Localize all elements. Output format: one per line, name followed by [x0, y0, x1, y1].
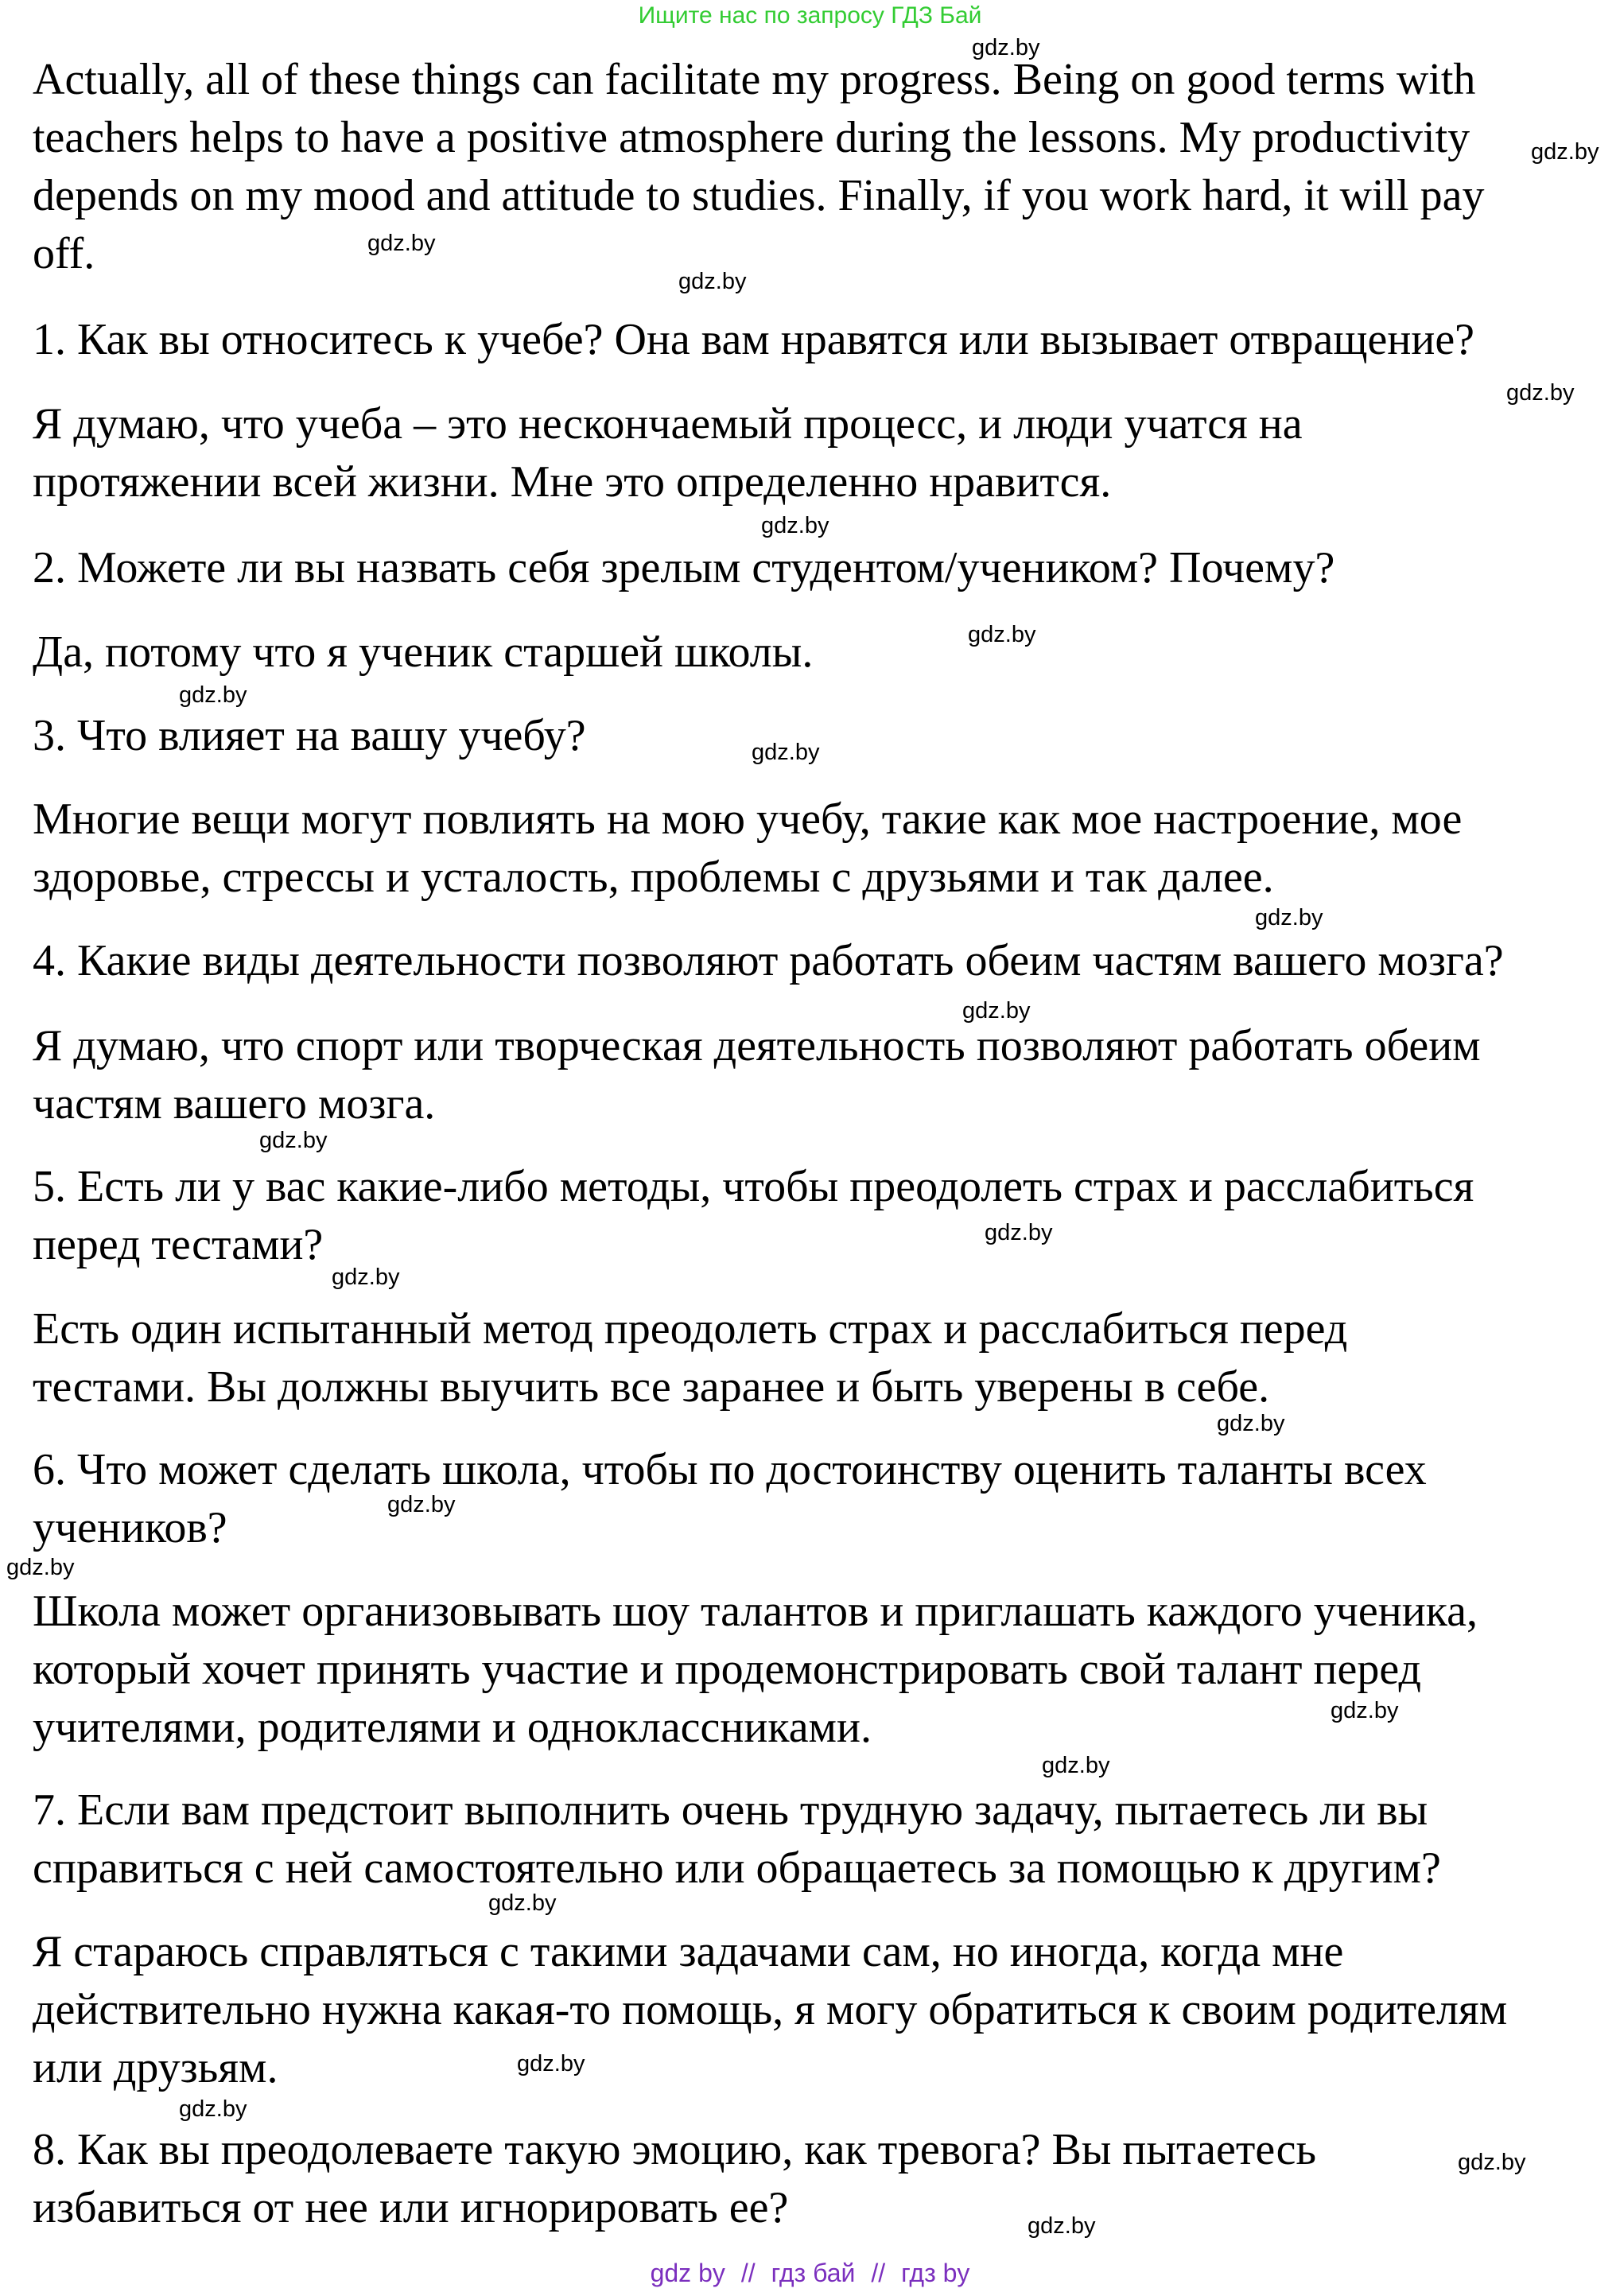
answer-line: Многие вещи могут повлиять на мою учебу, такие как мое настроение, мое: [33, 794, 1463, 844]
watermark: gdz.by: [488, 1890, 557, 1916]
answer-line: Я думаю, что учеба – это нескончаемый процесс, и люди учатся на: [33, 399, 1303, 449]
watermark: gdz.by: [1042, 1753, 1110, 1778]
watermark: gdz.by: [962, 998, 1031, 1024]
watermark: gdz.by: [1458, 2150, 1526, 2175]
watermark: gdz.by: [332, 1265, 400, 1290]
intro-line: Actually, all of these things can facilitate my progress. Being on good terms with: [33, 55, 1476, 104]
answer-1: [33, 395, 1591, 511]
footer-separator: //: [871, 2259, 886, 2287]
watermark: gdz.by: [678, 269, 747, 294]
question-line: 5. Есть ли у вас какие-либо методы, чтобы преодолеть страх и расслабиться: [33, 1162, 1474, 1211]
question-8: [33, 2121, 1591, 2237]
answer-line: Я стараюсь справляться с такими задачами сам, но иногда, когда мне: [33, 1927, 1344, 1976]
answer-line: Да, потому что я ученик старшей школы.: [33, 627, 814, 677]
question-1: [33, 311, 1591, 369]
watermark: gdz.by: [761, 513, 829, 538]
watermark: gdz.by: [968, 622, 1036, 647]
footer-link[interactable]: гдз by: [901, 2259, 970, 2287]
question-line: учеников?: [33, 1503, 227, 1552]
watermark: gdz.by: [517, 2051, 585, 2077]
answer-4: [33, 1017, 1591, 1133]
answer-line: здоровье, стрессы и усталость, проблемы с друзьями и так далее.: [33, 853, 1274, 902]
question-5: [33, 1158, 1591, 1274]
watermark: gdz.by: [985, 1220, 1053, 1245]
intro-line: teachers helps to have a positive atmosphere during the lessons. My productivity: [33, 113, 1470, 162]
answer-line: или друзьям.: [33, 2043, 278, 2092]
question-line: 2. Можете ли вы назвать себя зрелым студентом/учеником? Почему?: [33, 543, 1335, 592]
answer-7: [33, 1923, 1591, 2097]
watermark: gdz.by: [259, 1128, 328, 1153]
answer-2: [33, 624, 1591, 682]
question-4: [33, 932, 1591, 990]
question-line: 8. Как вы преодолеваете такую эмоцию, как тревога? Вы пытаетесь: [33, 2125, 1316, 2174]
watermark: gdz.by: [387, 1492, 456, 1517]
intro-paragraph: [33, 51, 1591, 283]
watermark: gdz.by: [752, 740, 820, 765]
watermark: gdz.by: [367, 231, 436, 256]
watermark: gdz.by: [1217, 1411, 1285, 1436]
answer-line: Я думаю, что спорт или творческая деятельность позволяют работать обеим: [33, 1021, 1481, 1070]
header-banner: Ищите нас по запросу ГДЗ Бай: [638, 2, 982, 29]
question-line: перед тестами?: [33, 1220, 324, 1269]
watermark: gdz.by: [1531, 139, 1599, 165]
watermark: gdz.by: [1028, 2213, 1096, 2239]
watermark: gdz.by: [1255, 905, 1323, 930]
question-2: [33, 539, 1591, 597]
answer-6: [33, 1583, 1591, 1757]
answer-line: Есть один испытанный метод преодолеть страх и расслабиться перед: [33, 1304, 1348, 1354]
footer-link[interactable]: гдз бай: [771, 2259, 856, 2287]
answer-line: протяжении всей жизни. Мне это определенно нравится.: [33, 457, 1112, 507]
answer-line: учителями, родителями и одноклассниками.: [33, 1703, 872, 1752]
question-line: 1. Как вы относитесь к учебе? Она вам нравятся или вызывает отвращение?: [33, 315, 1475, 364]
footer-links: [0, 2257, 1620, 2289]
watermark: gdz.by: [1331, 1698, 1399, 1723]
answer-line: Школа может организовывать шоу талантов и приглашать каждого ученика,: [33, 1587, 1478, 1636]
answer-3: [33, 791, 1591, 907]
watermark: gdz.by: [972, 35, 1040, 60]
answer-line: тестами. Вы должны выучить все заранее и быть уверены в себе.: [33, 1362, 1270, 1412]
question-line: справиться с ней самостоятельно или обращаетесь за помощью к другим?: [33, 1843, 1441, 1893]
intro-line: off.: [33, 229, 95, 278]
watermark: gdz.by: [1506, 380, 1575, 406]
watermark: gdz.by: [179, 2096, 247, 2122]
answer-5: [33, 1300, 1591, 1416]
answer-line: частям вашего мозга.: [33, 1079, 436, 1129]
question-line: избавиться от нее или игнорировать ее?: [33, 2183, 789, 2232]
question-7: [33, 1781, 1591, 1898]
answer-line: действительно нужна какая-то помощь, я могу обратиться к своим родителям: [33, 1985, 1508, 2034]
question-line: 4. Какие виды деятельности позволяют работать обеим частям вашего мозга?: [33, 936, 1504, 985]
intro-line: depends on my mood and attitude to studies. Finally, if you work hard, it will pay: [33, 171, 1485, 220]
question-line: 7. Если вам предстоит выполнить очень трудную задачу, пытаетесь ли вы: [33, 1785, 1428, 1835]
watermark: gdz.by: [179, 682, 247, 708]
footer-separator: //: [740, 2259, 756, 2287]
answer-line: который хочет принять участие и продемонстрировать свой талант перед: [33, 1645, 1421, 1694]
question-line: 6. Что может сделать школа, чтобы по достоинству оценить таланты всех: [33, 1445, 1427, 1494]
watermark: gdz.by: [6, 1555, 75, 1580]
question-6: [33, 1441, 1591, 1557]
footer-link[interactable]: gdz by: [650, 2259, 725, 2287]
question-line: 3. Что влияет на вашу учебу?: [33, 711, 586, 760]
